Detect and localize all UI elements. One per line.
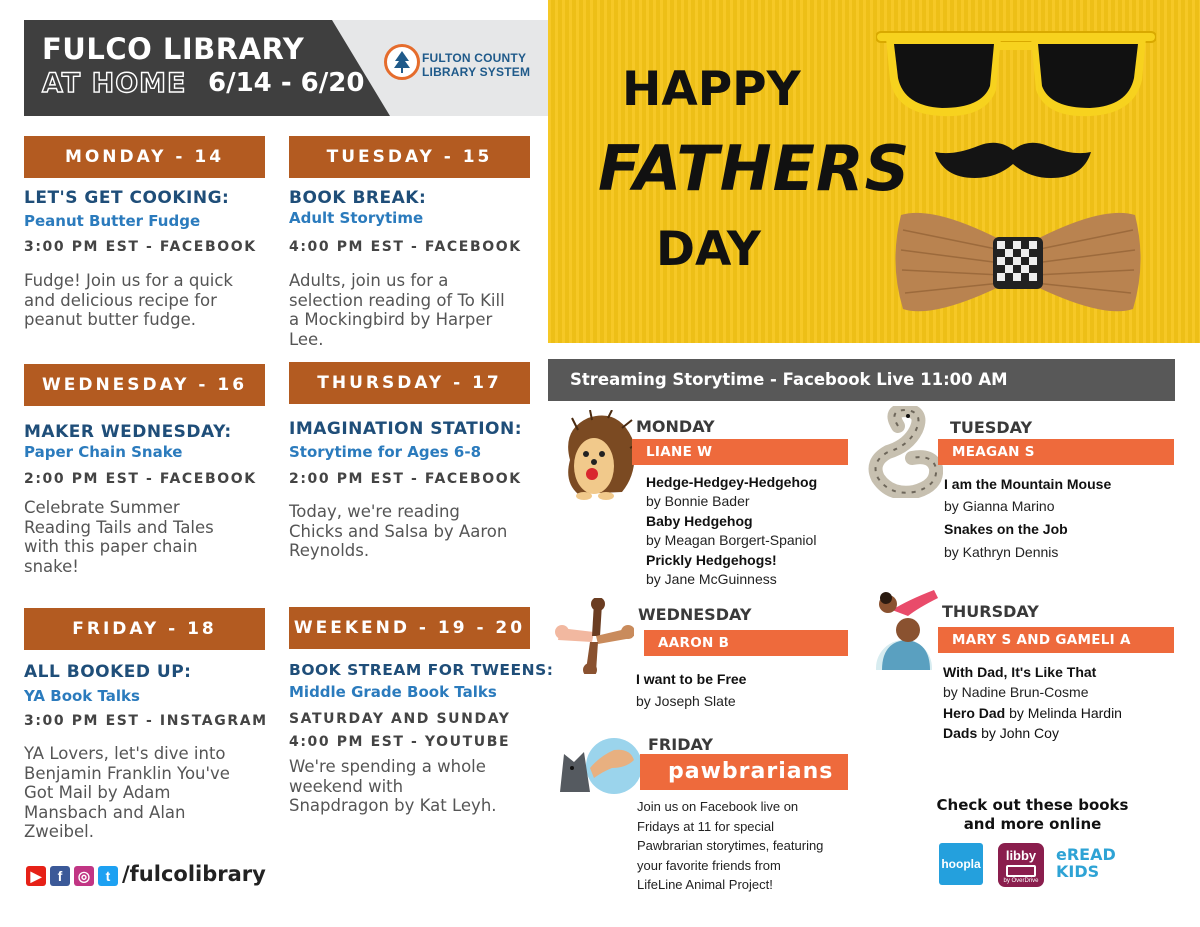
dog-paw-icon <box>556 738 646 798</box>
eread-kids-app-icon[interactable]: eREAD KIDS <box>1056 845 1116 881</box>
stream-day-thursday: THURSDAY <box>942 602 1039 621</box>
org-name-line1: FULTON COUNTY <box>422 51 527 65</box>
twitter-icon[interactable]: t <box>98 866 118 886</box>
hedgehog-icon <box>558 410 638 505</box>
event-desc-thursday: Today, we're reading Chicks and Salsa by Aaron Reynolds. <box>289 502 508 560</box>
book-title: With Dad, It's Like That <box>943 664 1097 680</box>
hero-line3: DAY <box>656 222 761 277</box>
day-header-tuesday: TUESDAY - 15 <box>289 136 530 178</box>
header-title: FULCO LIBRARY <box>42 32 305 66</box>
bow-tie-icon <box>893 205 1143 320</box>
book-title: Snakes on the Job <box>944 521 1068 537</box>
event-subtitle-friday: YA Book Talks <box>24 687 140 705</box>
hands-icon <box>554 598 634 674</box>
hero-line1: HAPPY <box>622 62 801 117</box>
book-author: by Nadine Brun-Cosme <box>943 684 1089 700</box>
event-title-thursday: IMAGINATION STATION: <box>289 419 523 439</box>
streaming-storytime-bar: Streaming Storytime - Facebook Live 11:00 AM <box>548 359 1175 401</box>
hoopla-app-icon[interactable]: hoopla <box>939 843 983 885</box>
dad-child-icon <box>868 586 946 670</box>
book-author: by Jane McGuinness <box>646 571 777 587</box>
stream-reader-monday: LIANE W <box>632 439 848 465</box>
event-subtitle-wednesday: Paper Chain Snake <box>24 443 183 461</box>
book-author: by Kathryn Dennis <box>944 544 1059 560</box>
event-time-monday: 3:00 PM EST - FACEBOOK <box>24 239 257 255</box>
header-subtitle: AT HOME <box>42 68 187 99</box>
event-subtitle-monday: Peanut Butter Fudge <box>24 212 201 230</box>
org-name-line2: LIBRARY SYSTEM <box>422 65 531 79</box>
event-title-monday: LET'S GET COOKING: <box>24 188 230 208</box>
libby-app-icon[interactable]: libby by OverDrive <box>998 843 1044 887</box>
event-subtitle-thursday: Storytime for Ages 6-8 <box>289 443 482 461</box>
book-author: by Meagan Borgert-Spaniol <box>646 532 817 548</box>
book-author: by Bonnie Bader <box>646 493 750 509</box>
check-out-books: Check out these books and more online <box>936 796 1129 833</box>
stream-day-wednesday: WEDNESDAY <box>638 605 752 624</box>
book-title: I want to be Free <box>636 671 747 687</box>
event-time-thursday: 2:00 PM EST - FACEBOOK <box>289 471 522 487</box>
book-title: Baby Hedgehog <box>646 513 753 529</box>
sunglasses-icon <box>876 20 1156 130</box>
event-title-weekend: BOOK STREAM FOR TWEENS: <box>289 661 554 679</box>
event-days-weekend: SATURDAY AND SUNDAY <box>289 711 511 727</box>
event-desc-tuesday: Adults, join us for a selection reading of To Kill a Mockingbird by Harper Lee. <box>289 271 505 349</box>
event-time-friday: 3:00 PM EST - INSTAGRAM <box>24 713 268 729</box>
fathers-day-hero <box>548 0 1200 343</box>
fulton-county-logo-icon <box>384 44 420 80</box>
event-time-tuesday: 4:00 PM EST - FACEBOOK <box>289 239 522 255</box>
book-title: Hedge-Hedgey-Hedgehog <box>646 474 818 490</box>
day-header-friday: FRIDAY - 18 <box>24 608 265 650</box>
stream-reader-wednesday: AARON B <box>644 630 848 656</box>
stream-reader-thursday: MARY S AND GAMELI A <box>938 627 1174 653</box>
book-author: by Gianna Marino <box>944 498 1055 514</box>
social-handle[interactable]: /fulcolibrary <box>122 862 266 886</box>
event-desc-friday: YA Lovers, let's dive into Benjamin Franklin You've Got Mail by Adam Mansbach and Alan Zweibel. <box>24 744 230 841</box>
book-entry: Hero Dad by Melinda Hardin <box>943 705 1122 721</box>
facebook-icon[interactable]: f <box>50 866 70 886</box>
book-entry: Dads by John Coy <box>943 725 1059 741</box>
stream-reader-tuesday: MEAGAN S <box>938 439 1174 465</box>
event-title-tuesday: BOOK BREAK: <box>289 188 427 208</box>
header-dates: 6/14 - 6/20 <box>208 68 365 98</box>
event-subtitle-tuesday: Adult Storytime <box>289 209 424 227</box>
day-header-weekend: WEEKEND - 19 - 20 <box>289 607 530 649</box>
event-desc-wednesday: Celebrate Summer Reading Tails and Tales with this paper chain snake! <box>24 498 214 576</box>
pawbrarians-banner: pawbrarians <box>640 754 848 790</box>
hero-line2: FATHERS <box>598 132 911 205</box>
day-header-monday: MONDAY - 14 <box>24 136 265 178</box>
event-title-wednesday: MAKER WEDNESDAY: <box>24 422 232 442</box>
book-title: Prickly Hedgehogs! <box>646 552 777 568</box>
book-title: I am the Mountain Mouse <box>944 476 1112 492</box>
stream-day-tuesday: TUESDAY <box>950 418 1033 437</box>
event-subtitle-weekend: Middle Grade Book Talks <box>289 683 497 701</box>
event-time-wednesday: 2:00 PM EST - FACEBOOK <box>24 471 257 487</box>
stream-day-monday: MONDAY <box>636 417 715 436</box>
stream-day-friday: FRIDAY <box>648 735 713 754</box>
mustache-icon <box>933 138 1093 188</box>
event-desc-weekend: We're spending a whole weekend with Snapdragon by Kat Leyh. <box>289 757 497 815</box>
friday-description: Join us on Facebook live on Fridays at 11 for special Pawbrarian storytimes, featuring your favorite friends from LifeLine Animal Project! <box>637 799 824 892</box>
youtube-icon[interactable]: ▶ <box>26 866 46 886</box>
instagram-icon[interactable]: ◎ <box>74 866 94 886</box>
event-title-friday: ALL BOOKED UP: <box>24 662 192 682</box>
snake-icon <box>868 406 943 498</box>
day-header-thursday: THURSDAY - 17 <box>289 362 530 404</box>
event-time-weekend: 4:00 PM EST - YOUTUBE <box>289 734 511 750</box>
event-desc-monday: Fudge! Join us for a quick and delicious recipe for peanut butter fudge. <box>24 271 233 329</box>
day-header-wednesday: WEDNESDAY - 16 <box>24 364 265 406</box>
book-author: by Joseph Slate <box>636 693 736 709</box>
